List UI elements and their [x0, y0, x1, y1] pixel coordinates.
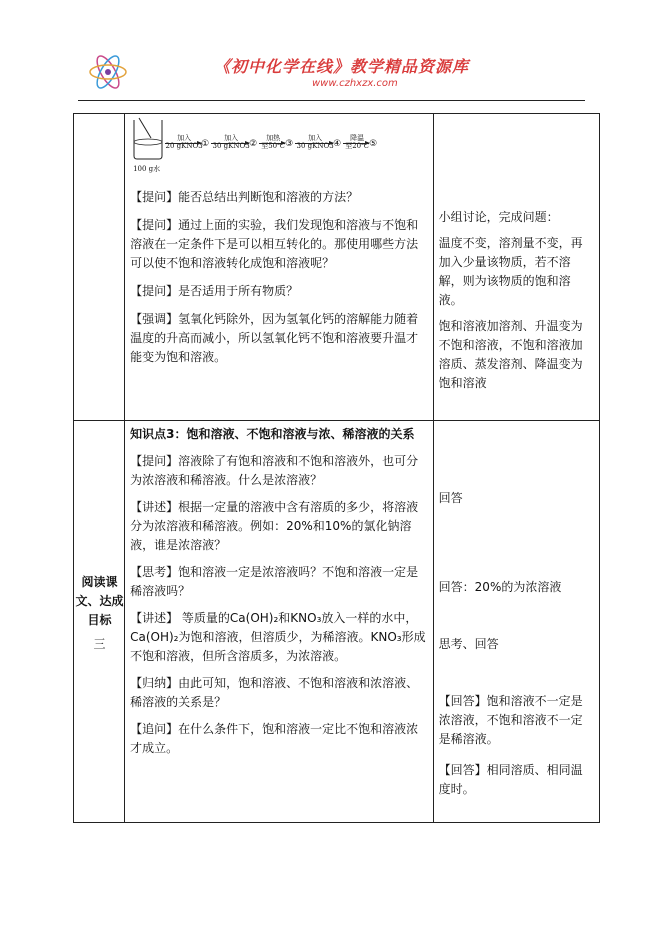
table-row: [74, 421, 600, 823]
step-action: 加入: [224, 134, 239, 142]
atom-logo-icon: [86, 50, 130, 94]
student-answer: 【回答】饱和溶液不一定是浓溶液，不饱和溶液不一定是稀溶液。: [438, 694, 583, 746]
step-amount: 至20℃: [345, 142, 369, 150]
table-row: [74, 114, 600, 421]
emphasis-paragraph: 【强调】氢氧化钙除外，因为氢氧化钙的溶解能力随着温度的升高而减小，所以氢氧化钙不饱和溶液要升温才能变为饱和溶液。: [130, 312, 419, 364]
beaker-label: 100 g水: [133, 165, 161, 173]
right-cell: [433, 421, 599, 823]
student-answer: 温度不变，溶剂量不变，再加入少量该物质，若不溶解，则为该物质的饱和溶液。: [438, 236, 583, 307]
step-action: 加热: [266, 134, 281, 142]
header-divider: [78, 100, 585, 101]
page-header: [78, 44, 585, 100]
section-number: 三: [93, 637, 106, 651]
step-arrow: [295, 143, 333, 144]
right-cell: [433, 114, 599, 421]
step-action: 加入: [177, 134, 192, 142]
lecture-paragraph: 【讲述】根据一定量的溶液中含有溶质的多少，将溶液分为浓溶液和稀溶液。例如：20%和10%的氯化钠溶液，谁是浓溶液？: [130, 500, 419, 552]
step-result: ②: [249, 139, 258, 149]
middle-cell: [125, 421, 434, 823]
lesson-table: [73, 113, 600, 823]
step-result: ①: [201, 139, 210, 149]
student-answer: 回答：20%的为浓溶液: [438, 580, 562, 594]
question-paragraph: 【提问】溶液除了有饱和溶液和不饱和溶液外，也可分为浓溶液和稀溶液。什么是浓溶液？: [130, 454, 419, 487]
step-result: ④: [333, 139, 342, 149]
header-title: 《初中化学在线》教学精品资源库: [214, 57, 470, 76]
step-arrow: [165, 143, 201, 144]
question-paragraph: 【提问】通过上面的实验，我们发现饱和溶液与不饱和溶液在一定条件下是可以相互转化的。那使用哪些方法可以使不饱和溶液转化成饱和溶液呢？: [130, 218, 419, 270]
question-paragraph: 【提问】能否总结出判断饱和溶液的方法？: [130, 190, 359, 204]
step-action: 加入: [308, 134, 323, 142]
lecture-paragraph: 【讲述】 等质量的Ca(OH)₂和KNO₃放入一样的水中，Ca(OH)₂为饱和溶液，但溶质少，为稀溶液。KNO₃形成不饱和溶液，但所含溶质多，为浓溶液。: [130, 611, 426, 663]
question-paragraph: 【提问】是否适用于所有物质？: [130, 284, 299, 298]
header-url[interactable]: www.czhxzx.com: [312, 78, 398, 89]
middle-cell: [125, 114, 434, 421]
summary-paragraph: 【归纳】由此可知，饱和溶液、不饱和溶液和浓溶液、稀溶液的关系是？: [130, 676, 419, 709]
step-arrow: [343, 143, 369, 144]
left-cell-empty: [74, 114, 125, 421]
knowledge-heading: 知识点3：饱和溶液、不饱和溶液与浓、稀溶液的关系: [130, 427, 415, 441]
step-amount: 30 gKNO3: [296, 142, 334, 150]
student-activity: 小组讨论，完成问题：: [438, 210, 559, 224]
follow-up-paragraph: 【追问】在什么条件下，饱和溶液一定比不饱和溶液浓才成立。: [130, 722, 419, 755]
student-answer: 饱和溶液加溶剂、升温变为不饱和溶液，不饱和溶液加溶质、蒸发溶剂、降温变为饱和溶液: [438, 319, 583, 390]
student-answer: 回答: [438, 491, 463, 505]
student-answer: 【回答】相同溶质、相同温度时。: [438, 763, 583, 796]
section-label: 阅读课文、达成目标: [75, 575, 124, 627]
experiment-diagram: [125, 114, 433, 178]
student-answer: 思考、回答: [438, 637, 499, 651]
step-amount: 20 gKNO3: [165, 142, 203, 150]
beaker-icon: [131, 116, 165, 160]
step-result: ③: [285, 139, 294, 149]
step-result: ⑤: [369, 139, 378, 149]
left-cell: [74, 421, 125, 823]
step-action: 降温: [350, 134, 365, 142]
step-amount: 30 gKNO3: [212, 142, 250, 150]
step-amount: 至50℃: [261, 142, 285, 150]
thinking-paragraph: 【思考】饱和溶液一定是浓溶液吗？不饱和溶液一定是稀溶液吗？: [130, 565, 419, 598]
step-arrow: [211, 143, 249, 144]
step-arrow: [259, 143, 285, 144]
